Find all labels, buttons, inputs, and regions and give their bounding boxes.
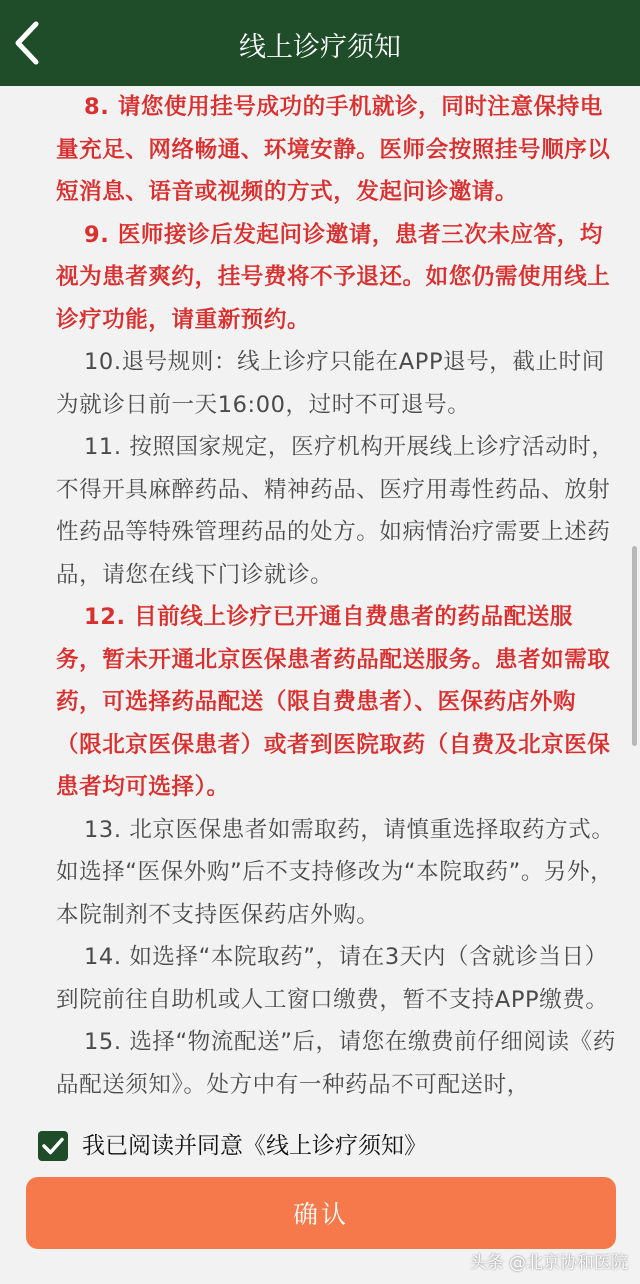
notice-item-10: 10.退号规则：线上诊疗只能在APP退号，截止时间为就诊日前一天16:00，过时不可退号。 <box>56 349 605 418</box>
notice-item-9: 9. 医师接诊后发起问诊邀请，患者三次未应答，均视为患者爽约，挂号费将不予退还。如您仍需使用线上诊疗功能，请重新预约。 <box>56 221 611 333</box>
agreement-row <box>0 1122 640 1172</box>
page-title: 线上诊疗须知 <box>239 32 401 63</box>
notice-item-8: 8. 请您使用挂号成功的手机就诊，同时注意保持电量充足、网络畅通、环境安静。医师会按照挂号顺序以短消息、语音或视频的方式，发起问诊邀请。 <box>56 94 611 205</box>
notice-item-11: 11. 按照国家规定，医疗机构开展线上诊疗活动时，不得开具麻醉药品、精神药品、医疗用毒性药品、放射性药品等特殊管理药品的处方。如病情治疗需要上述药品，请您在线下门诊就诊。 <box>56 434 615 588</box>
watermark: 头条 @北京协和医院 <box>469 1253 628 1273</box>
notice-item-14: 14. 如选择“本院取药”，请在3天内（含就诊当日）到院前往自助机或人工窗口缴费，暂不支持APP缴费。 <box>56 944 609 1013</box>
checkmark-icon <box>38 1131 68 1161</box>
agreement-label[interactable]: 我已阅读并同意《线上诊疗须知》 <box>82 1133 427 1159</box>
notice-item-13: 13. 北京医保患者如需取药，请慎重选择取药方式。如选择“医保外购”后不支持修改为“本院取药”。另外，本院制剂不支持医保药店外购。 <box>56 816 615 928</box>
notice-item-12: 12. 目前线上诊疗已开通自费患者的药品配送服务，暂未开通北京医保患者药品配送服务。患者如需取药，可选择药品配送（限自费患者）、医保药店外购（限北京医保患者）或者到医院取药（自费及北京医保患者均可选择）。 <box>56 604 611 800</box>
scrollbar[interactable] <box>632 546 637 746</box>
nav-bar <box>0 0 640 86</box>
notice-content[interactable] <box>0 86 640 1122</box>
agree-checkbox[interactable] <box>38 1131 68 1161</box>
confirm-button[interactable]: 确认 <box>26 1177 616 1249</box>
notice-item-15: 15. 选择“物流配送”后，请您在缴费前仔细阅读《药品配送须知》。处方中有一种药品不可配送时， <box>56 1029 616 1098</box>
